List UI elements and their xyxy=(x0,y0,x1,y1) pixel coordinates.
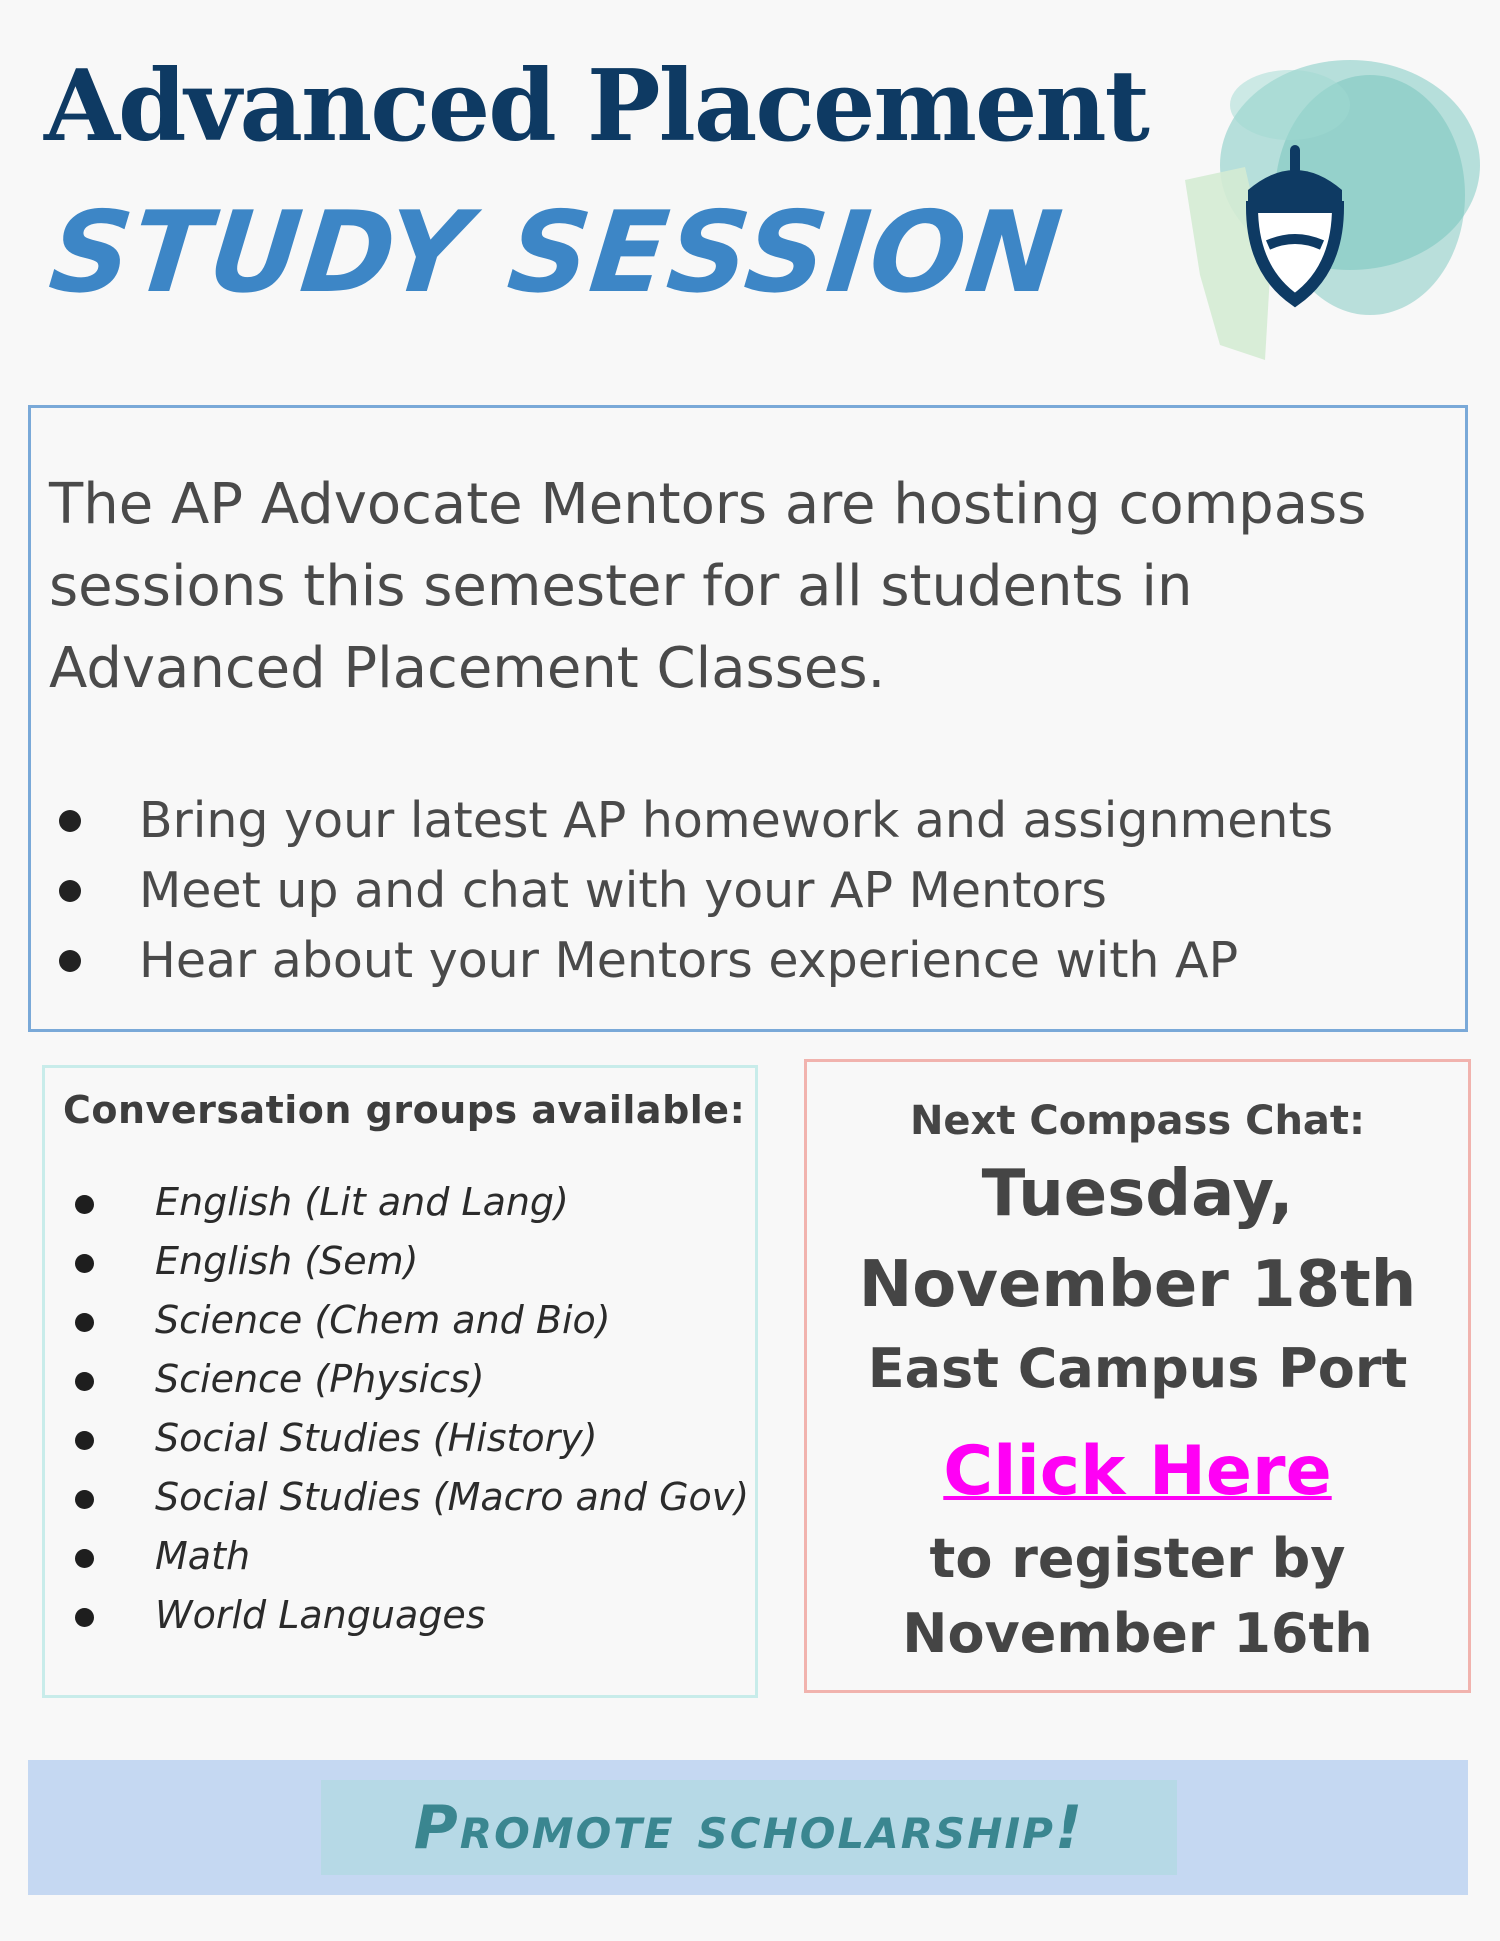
next-chat-panel xyxy=(804,1059,1471,1693)
bullet-icon xyxy=(59,880,81,902)
bullet-label: Bring your latest AP homework and assignments xyxy=(139,792,1334,849)
list-item xyxy=(75,1291,749,1350)
banner-text: Promote scholarship! xyxy=(413,1792,1085,1863)
bullet-icon xyxy=(75,1431,94,1450)
bullet-icon xyxy=(59,950,81,972)
list-item xyxy=(59,786,1333,856)
groups-heading: Conversation groups available: xyxy=(63,1088,746,1132)
chat-location: East Campus Port xyxy=(867,1337,1408,1400)
group-label: Science (Chem and Bio) xyxy=(155,1298,611,1342)
groups-panel xyxy=(42,1065,758,1698)
banner-highlight xyxy=(321,1780,1177,1875)
bullet-icon xyxy=(75,1372,94,1391)
bullet-label: Meet up and chat with your AP Mentors xyxy=(139,862,1107,919)
list-item xyxy=(75,1527,749,1586)
bullet-icon xyxy=(59,810,81,832)
group-label: Social Studies (History) xyxy=(155,1416,598,1460)
group-label: Social Studies (Macro and Gov) xyxy=(155,1475,750,1519)
intro-panel xyxy=(28,405,1468,1032)
list-item xyxy=(59,856,1333,926)
group-label: Science (Physics) xyxy=(155,1357,485,1401)
register-link[interactable]: Click Here xyxy=(943,1432,1332,1511)
bullet-icon xyxy=(75,1608,94,1627)
bullet-label: Hear about your Mentors experience with AP xyxy=(139,932,1239,989)
group-label: English (Lit and Lang) xyxy=(155,1180,569,1224)
group-label: Math xyxy=(155,1534,251,1578)
list-item xyxy=(75,1173,749,1232)
list-item xyxy=(75,1232,749,1291)
footer-banner xyxy=(28,1760,1468,1895)
intro-bullet-list xyxy=(59,786,1333,996)
next-chat-label: Next Compass Chat: xyxy=(909,1098,1366,1144)
intro-text: The AP Advocate Mentors are hosting compass sessions this semester for all students in Advanced Placement Classes. xyxy=(49,472,1367,701)
chat-day: Tuesday, xyxy=(981,1157,1294,1231)
group-label: World Languages xyxy=(155,1593,486,1637)
bullet-icon xyxy=(75,1195,94,1214)
groups-list xyxy=(75,1173,749,1645)
list-item xyxy=(59,926,1333,996)
bullet-icon xyxy=(75,1313,94,1332)
bullet-icon xyxy=(75,1549,94,1568)
list-item xyxy=(75,1586,749,1645)
register-deadline-line2: November 16th xyxy=(902,1602,1373,1665)
bullet-icon xyxy=(75,1490,94,1509)
register-deadline-line1: to register by xyxy=(929,1527,1346,1590)
bullet-icon xyxy=(75,1254,94,1273)
list-item xyxy=(75,1468,749,1527)
acorn-icon xyxy=(1170,45,1480,360)
chat-date: November 18th xyxy=(858,1248,1417,1322)
page-subtitle: STUDY SESSION xyxy=(44,188,1069,318)
list-item xyxy=(75,1409,749,1468)
group-label: English (Sem) xyxy=(155,1239,419,1283)
list-item xyxy=(75,1350,749,1409)
page-title: Advanced Placement xyxy=(44,49,1148,164)
